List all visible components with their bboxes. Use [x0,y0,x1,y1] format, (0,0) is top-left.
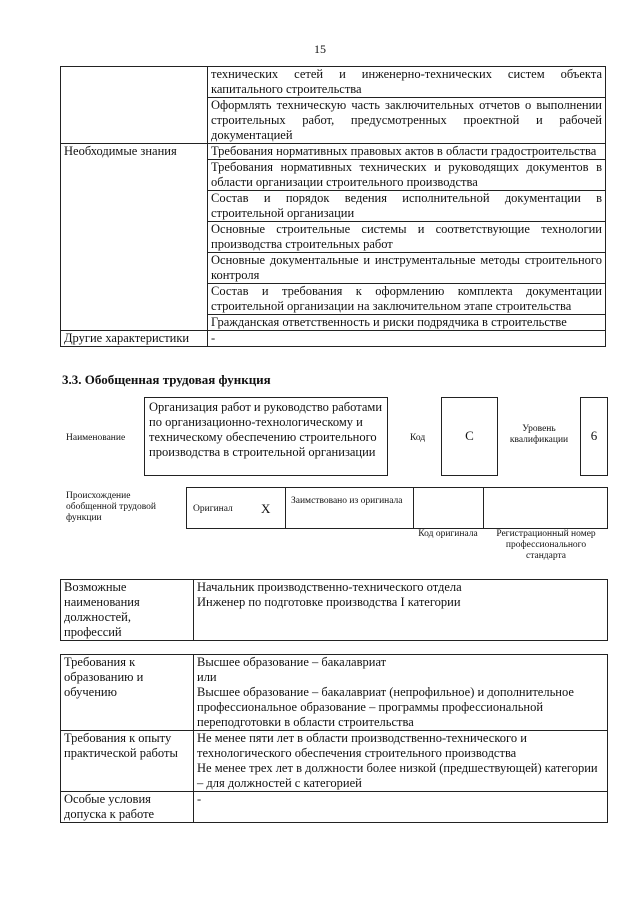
knowledge-table [60,66,606,347]
function-level: 6 [580,397,608,476]
level-label: Уровень квалификации [509,424,569,445]
table-cell-label: Особые условия допуска к работе [61,792,194,823]
table-cell-text [194,731,608,792]
origin-label: Происхождение обобщенной трудовой функции [66,491,156,523]
table-row [61,731,608,792]
table-cell-label: Требования к опыту практической работы [61,731,194,792]
requirements-table [60,654,608,823]
table-cell-text [194,655,608,731]
table-cell-text: Основные строительные системы и соответствующие технологии производства строительных работ [208,222,606,253]
function-name: Организация работ и руководство работами по организационно-технологическому и техническому обеспечению строительного производства в строительной организации [144,397,388,476]
borrowed-label: Заимствовано из оригинала [291,496,403,506]
table-cell-text: Состав и требования к оформлению комплекта документации строительной организации на заключительном этапе строительства [208,284,606,315]
position-item: Инженер по подготовке производства I категории [197,595,461,609]
table-row [61,67,606,98]
table-cell-text [194,792,608,823]
code-caption: Код оригинала [418,529,478,539]
requirement-line: Не менее трех лет в должности более низкой (предшествующей) категории – для должностей с категорией [197,761,598,790]
table-cell-text: - [208,331,606,347]
table-cell-text: Требования нормативных правовых актов в области градостроительства [208,144,606,160]
requirement-line: Высшее образование – бакалавриат [197,655,387,669]
table-cell-label: Другие характеристики [61,331,208,347]
divider [413,488,414,528]
requirement-line: - [197,792,202,806]
table-cell-text: Оформлять техническую часть заключительных отчетов о выполнении строительных работ, предусмотренных проектной и рабочей документацией [208,98,606,144]
table-cell-text: Состав и порядок ведения исполнительной документации в строительной организации [208,191,606,222]
page-number: 15 [314,42,326,56]
function-code: C [441,397,498,476]
table-cell-text: Требования нормативных технических и руководящих документов в области организации строительного производства [208,160,606,191]
requirement-line: Высшее образование – бакалавриат (непрофильное) и дополнительное профессиональное образование – программы профессиональной переподготовки в области строительства [197,685,574,729]
table-row [61,144,606,160]
table-cell-label: Требования к образованию и обучению [61,655,194,731]
position-item: Начальник производственно-технического отдела [197,580,462,594]
table-cell-label: Возможные наименования должностей, профессий [61,580,194,641]
reg-caption: Регистрационный номер профессионального стандарта [496,529,596,561]
table-cell-text: Основные документальные и инструментальные методы строительного контроля [208,253,606,284]
section-title: 3.3. Обобщенная трудовая функция [62,372,271,387]
origin-box [186,487,608,529]
table-row [61,655,608,731]
original-mark: X [261,501,271,516]
requirement-line: или [197,670,217,684]
name-label: Наименование [66,433,126,443]
original-label: Оригинал [193,504,233,514]
table-cell-text: Гражданская ответственность и риски подрядчика в строительстве [208,315,606,331]
table-cell-text [194,580,608,641]
table-row [61,792,608,823]
divider [285,488,286,528]
requirement-line: Не менее пяти лет в области производственно-технического и технологического обеспечения строительного производства [197,731,527,760]
code-label: Код [410,433,426,443]
table-cell-label [61,67,208,144]
table-row [61,580,608,641]
table-row [61,331,606,347]
divider [483,488,484,528]
positions-table [60,579,608,641]
table-cell-label: Необходимые знания [61,144,208,331]
table-cell-text: технических сетей и инженерно-технических систем объекта капитального строительства [208,67,606,98]
